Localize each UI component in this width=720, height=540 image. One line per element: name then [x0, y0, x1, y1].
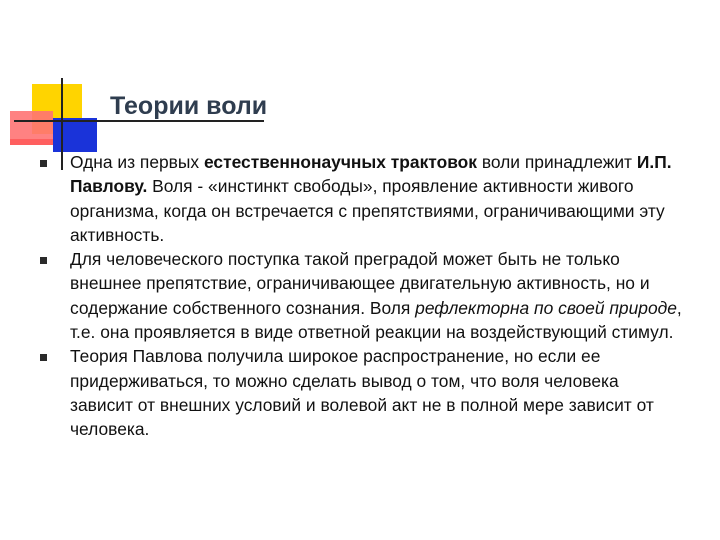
- bullet-item: [36, 247, 686, 344]
- bullet-text-part: Воля - «инстинкт свободы», проявление активности живого организма, когда он встречается с препятствиями, ограничивающими эту активность.: [70, 176, 665, 245]
- bullet-item: [36, 150, 686, 247]
- pink-square-decoration: [10, 111, 53, 139]
- slide-title: Теории воли: [110, 92, 268, 120]
- bullet-text-part: воли принадлежит: [477, 152, 637, 172]
- bullet-text-part: Для человеческого поступка такой преградой может быть не только внешнее препятствие, ограничивающее двигательную активность, но и содержание собственного сознания. Воля: [70, 249, 650, 318]
- square-bullet-icon: [40, 257, 47, 264]
- bullet-text-part-bold: естественнонаучных трактовок: [203, 152, 477, 172]
- bullet-item: [36, 344, 686, 441]
- bullet-text-part: Теория Павлова получила широкое распространение, но если ее придерживаться, то можно сделать вывод о том, что воля человека зависит от внешних условий и волевой акт не в полной мере зависит от человека.: [70, 346, 654, 440]
- bullet-list: [36, 150, 686, 442]
- bullet-text-part-bold: И.П. Павлову.: [70, 152, 672, 197]
- square-bullet-icon: [40, 160, 47, 167]
- bullet-text-part: , т.е. она проявляется в виде ответной реакции на воздействующий стимул.: [70, 297, 682, 343]
- bullet-text-part-italic: рефлекторна по своей природе: [415, 297, 677, 318]
- bullet-text-part: Одна из первых: [70, 152, 204, 172]
- square-bullet-icon: [40, 354, 47, 361]
- blue-square-decoration: [53, 118, 97, 152]
